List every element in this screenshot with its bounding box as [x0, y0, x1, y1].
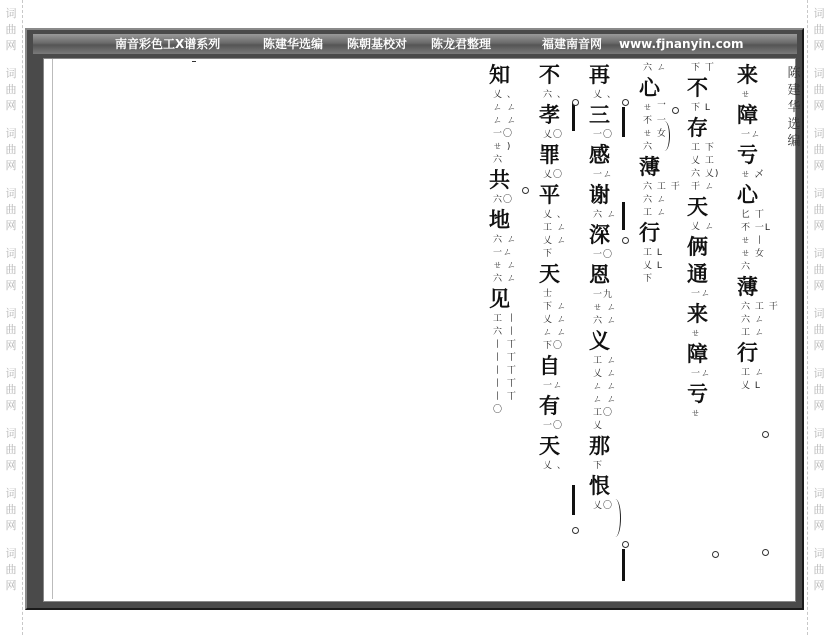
beat-circle [572, 99, 579, 106]
notation-mark: 一ㄥ [691, 289, 712, 299]
watermark-char: 网 [813, 519, 825, 532]
notation-mark: 一ㄥ [543, 381, 564, 391]
notation-mark: ㄝ 乄 [741, 170, 765, 180]
notation-mark: 丨 丅 [493, 353, 517, 363]
watermark-group [811, 486, 827, 534]
watermark-group [3, 126, 19, 174]
watermark-char: 曲 [813, 503, 825, 516]
notation-mark: ㄥ ㄥ [593, 382, 617, 392]
notation-mark: ㄝ ㄥ [593, 303, 617, 313]
lyric-char: 来 [687, 301, 708, 326]
lyric-char: 深 [589, 222, 610, 247]
score-page [43, 58, 801, 602]
notation-mark: ㄥ ㄥ [593, 395, 617, 405]
watermark-char: 词 [813, 307, 825, 320]
lyric-char: 行 [639, 220, 660, 245]
watermark-group [811, 246, 827, 294]
watermark-group [811, 66, 827, 114]
watermark-group [3, 306, 19, 354]
beat-bar [572, 485, 575, 515]
watermark-char: 曲 [5, 143, 17, 156]
notation-mark: ㄝ 女 [741, 249, 765, 259]
notation-mark: 匕 丅 [741, 210, 765, 220]
page-margin-line [52, 59, 53, 599]
notation-mark: 六 ㄥ [593, 316, 617, 326]
compiler-label [786, 65, 802, 150]
lyric-char: 薄 [737, 274, 758, 299]
watermark-char: 曲 [5, 503, 17, 516]
proofreader-credit: 陈朝基校对 [347, 37, 408, 51]
notation-mark: 丨 丅 [493, 392, 517, 402]
watermark-char: 网 [5, 339, 17, 352]
watermark-char: 词 [813, 247, 825, 260]
watermark-char: 曲 [813, 383, 825, 396]
compiler-char: 编 [787, 134, 801, 149]
lyric-char: 亏 [687, 381, 708, 406]
watermark-group [811, 366, 827, 414]
notation-mark: 乂 L [741, 381, 761, 391]
lyric-char: 存 [687, 115, 708, 140]
watermark-char: 词 [5, 427, 17, 440]
lyric-char: 障 [687, 341, 708, 366]
notation-mark: 一〇 [593, 130, 614, 140]
lyric-char: 知 [489, 62, 510, 87]
lyric-char: 感 [589, 142, 610, 167]
notation-mark: 乂 ㄥ [593, 369, 617, 379]
notation-mark: 工 ㄥ [643, 208, 667, 218]
compiler-char: 选 [787, 117, 801, 132]
notation-mark: 乂 L [643, 261, 663, 271]
notation-mark: 一ㄥ [493, 248, 514, 258]
watermark-group [3, 6, 19, 54]
notation-mark: 六 ㄥ [493, 235, 517, 245]
notation-mark: 乂 、 [493, 90, 517, 100]
beat-circle [712, 551, 719, 558]
watermark-char: 网 [813, 339, 825, 352]
notation-mark: 丨 丅 [493, 379, 517, 389]
lyric-char: 再 [589, 62, 610, 87]
site-name: 福建南音网 [542, 37, 603, 51]
notation-mark: ㄝ 丨 [741, 236, 765, 246]
watermark-char: 曲 [813, 203, 825, 216]
notation-mark: 六 、 [543, 90, 567, 100]
watermark-char: 词 [813, 7, 825, 20]
site-url-link[interactable]: www.fjnanyin.com [619, 37, 744, 51]
watermark-group [811, 126, 827, 174]
watermark-char: 曲 [813, 323, 825, 336]
notation-mark: 下 丅 [691, 63, 715, 73]
notation-mark: 工 ㄥ [741, 328, 765, 338]
notation-mark: 六 ㄥ [593, 210, 617, 220]
beat-circle [622, 237, 629, 244]
notation-mark: 干 ㄥ [691, 182, 715, 192]
notation-mark: 工 ㄥ [543, 223, 567, 233]
watermark-char: 曲 [5, 323, 17, 336]
beat-circle [622, 99, 629, 106]
watermark-group [811, 546, 827, 594]
compiler-char: 陈 [787, 66, 801, 81]
notation-mark: ㄥ ㄥ [493, 116, 517, 126]
lyric-char: 行 [737, 340, 758, 365]
notation-mark: 乂 ㄥ [543, 236, 567, 246]
watermark-char: 网 [5, 99, 17, 112]
watermark-group [3, 246, 19, 294]
notation-mark: 工 ㄥ [593, 356, 617, 366]
lyric-char: 不 [687, 75, 708, 100]
watermark-char: 曲 [813, 263, 825, 276]
watermark-group [811, 426, 827, 474]
watermark-char: 网 [5, 219, 17, 232]
watermark-char: 网 [5, 399, 17, 412]
beat-bar [622, 202, 625, 230]
lyric-char: 障 [737, 102, 758, 127]
watermark-char: 曲 [5, 563, 17, 576]
watermark-char: 词 [5, 187, 17, 200]
watermark-char: 网 [5, 159, 17, 172]
lyric-char: 天 [687, 194, 708, 219]
watermark-char: 曲 [5, 83, 17, 96]
lyric-char: 心 [737, 182, 758, 207]
notation-mark: 士 [543, 289, 554, 299]
notation-mark: 六 [493, 155, 504, 165]
notation-mark: 六 [643, 142, 654, 152]
notation-mark: 下〇 [543, 341, 564, 351]
beat-bar [622, 107, 625, 137]
notation-mark: 下 [543, 249, 554, 259]
watermark-char: 网 [5, 579, 17, 592]
notation-mark: 六〇 [493, 195, 514, 205]
watermark-char: 网 [813, 99, 825, 112]
watermark-char: 网 [5, 519, 17, 532]
notation-mark: 乂 、 [543, 461, 567, 471]
watermark-char: 词 [813, 547, 825, 560]
watermark-char: 曲 [813, 563, 825, 576]
lyric-char: 见 [489, 286, 510, 311]
lyric-char: 罪 [539, 142, 560, 167]
page-mark [192, 61, 196, 62]
watermark-char: 曲 [5, 443, 17, 456]
lyric-char: 平 [539, 182, 560, 207]
watermark-char: 曲 [5, 263, 17, 276]
watermark-char: 曲 [5, 23, 17, 36]
lyric-char: 那 [589, 433, 610, 458]
compiler-char: 华 [787, 100, 801, 115]
beat-circle [762, 431, 769, 438]
lyric-char: 三 [589, 102, 610, 127]
watermark-char: 词 [813, 187, 825, 200]
notation-mark: ㄥ ㄥ [543, 328, 567, 338]
watermark-char: 网 [813, 279, 825, 292]
selector-credit: 陈建华选编 [263, 37, 324, 51]
notation-mark: 下 L [691, 103, 711, 113]
lyric-char: 通 [687, 261, 708, 286]
left-watermark-strip [0, 0, 23, 635]
watermark-group [811, 6, 827, 54]
notation-mark: 一ㄥ [691, 369, 712, 379]
watermark-char: 词 [5, 487, 17, 500]
watermark-char: 网 [813, 579, 825, 592]
notation-mark: 六 ㄥ [643, 195, 667, 205]
notation-mark: ㄥ ㄥ [493, 103, 517, 113]
watermark-char: 曲 [813, 143, 825, 156]
lyric-char: 孝 [539, 102, 560, 127]
watermark-char: 词 [5, 67, 17, 80]
watermark-group [3, 546, 19, 594]
notation-mark: 一〇 [493, 129, 514, 139]
watermark-group [3, 186, 19, 234]
watermark-char: 网 [5, 39, 17, 52]
notation-mark: 〇 [493, 405, 504, 415]
lyric-char: 共 [489, 167, 510, 192]
watermark-char: 网 [813, 459, 825, 472]
watermark-char: 词 [5, 307, 17, 320]
lyric-char: 天 [539, 433, 560, 458]
series-title: 南音彩色工X谱系列 [115, 37, 221, 51]
lyric-char: 恩 [589, 262, 610, 287]
notation-mark: 一〇 [593, 250, 614, 260]
watermark-char: 网 [813, 159, 825, 172]
notation-mark: 六 ㄥ [741, 315, 765, 325]
notation-mark: 一ㄥ [593, 170, 614, 180]
beat-circle [522, 187, 529, 194]
watermark-char: 词 [813, 367, 825, 380]
lyric-char: 义 [589, 328, 610, 353]
lyric-char: 来 [737, 62, 758, 87]
beat-circle [572, 527, 579, 534]
notation-mark: ㄝ [741, 90, 752, 100]
notation-mark: 乂〇 [543, 130, 564, 140]
notation-mark: 乂 [593, 421, 604, 431]
notation-mark: 六 工 干 [741, 302, 779, 312]
beat-circle [762, 549, 769, 556]
notation-mark: ㄝ ) [493, 142, 512, 152]
lyric-char: 谢 [589, 182, 610, 207]
notation-mark: 工 L [643, 248, 663, 258]
notation-mark: 工 丨 [493, 314, 517, 324]
header-bar [33, 34, 797, 54]
notation-mark: 六 乂) [691, 169, 720, 179]
slur-mark [659, 121, 670, 151]
watermark-char: 词 [5, 127, 17, 140]
watermark-char: 网 [813, 219, 825, 232]
right-watermark-strip [807, 0, 830, 635]
watermark-char: 网 [5, 279, 17, 292]
watermark-char: 网 [5, 459, 17, 472]
notation-mark: 下 ㄥ [543, 302, 567, 312]
notation-mark: 工 下 [691, 143, 715, 153]
watermark-char: 曲 [813, 83, 825, 96]
notation-mark: 六 ㄥ [643, 63, 667, 73]
lyric-char: 恨 [589, 473, 610, 498]
watermark-char: 词 [813, 127, 825, 140]
notation-mark: 丨 丅 [493, 340, 517, 350]
notation-mark: 丨 丅 [493, 366, 517, 376]
watermark-group [3, 66, 19, 114]
watermark-char: 网 [813, 39, 825, 52]
notation-mark: 乂 工 [691, 156, 715, 166]
watermark-group [3, 486, 19, 534]
watermark-char: 词 [5, 547, 17, 560]
watermark-char: 词 [813, 487, 825, 500]
notation-mark: ㄝ 乛 [643, 103, 667, 113]
lyric-char: 亏 [737, 142, 758, 167]
notation-mark: 乂 ㄥ [543, 315, 567, 325]
watermark-char: 词 [5, 247, 17, 260]
lyric-char: 俩 [687, 234, 708, 259]
watermark-char: 曲 [813, 23, 825, 36]
lyric-char: 不 [539, 62, 560, 87]
score-frame [25, 28, 804, 610]
slur-mark [610, 499, 621, 537]
notation-mark: 乂 ㄥ [691, 222, 715, 232]
watermark-char: 词 [813, 67, 825, 80]
watermark-char: 曲 [5, 203, 17, 216]
notation-mark: 工 ㄥ [741, 368, 765, 378]
watermark-char: 词 [813, 427, 825, 440]
beat-bar [572, 103, 575, 131]
notation-mark: ㄝ 女 [643, 129, 667, 139]
notation-mark: ㄝ [691, 329, 702, 339]
notation-mark: ㄝ [691, 409, 702, 419]
arranger-credit: 陈龙君整理 [431, 37, 492, 51]
lyric-char: 有 [539, 393, 560, 418]
beat-circle [672, 107, 679, 114]
lyric-char: 心 [639, 75, 660, 100]
notation-mark: 下 [643, 274, 654, 284]
compiler-char: 建 [787, 83, 801, 98]
watermark-char: 曲 [5, 383, 17, 396]
beat-circle [622, 541, 629, 548]
notation-mark: 六 ㄥ [493, 274, 517, 284]
notation-mark: 六 [741, 262, 752, 272]
watermark-group [811, 186, 827, 234]
watermark-char: 词 [5, 367, 17, 380]
watermark-group [811, 306, 827, 354]
notation-mark: 下 [593, 461, 604, 471]
notation-mark: 乂 、 [593, 90, 617, 100]
watermark-group [3, 426, 19, 474]
notation-mark: 六 丨 [493, 327, 517, 337]
notation-mark: 不 一 [643, 116, 667, 126]
notation-mark: 工〇 [593, 408, 614, 418]
lyric-char: 自 [539, 353, 560, 378]
notation-mark: 乂〇 [543, 170, 564, 180]
notation-mark: 一九 [593, 290, 614, 300]
lyric-char: 地 [489, 207, 510, 232]
notation-mark: 不 一L [741, 223, 771, 233]
watermark-char: 词 [5, 7, 17, 20]
notation-mark: 六 工 干 [643, 182, 681, 192]
watermark-group [3, 366, 19, 414]
lyric-char: 薄 [639, 154, 660, 179]
notation-mark: 一ㄥ [741, 130, 762, 140]
notation-mark: 乂 、 [543, 210, 567, 220]
watermark-char: 网 [813, 399, 825, 412]
beat-bar [622, 549, 625, 581]
notation-mark: ㄝ ㄥ [493, 261, 517, 271]
watermark-char: 曲 [813, 443, 825, 456]
notation-mark: 乂〇 [593, 501, 614, 511]
notation-mark: 一〇 [543, 421, 564, 431]
lyric-char: 天 [539, 261, 560, 286]
